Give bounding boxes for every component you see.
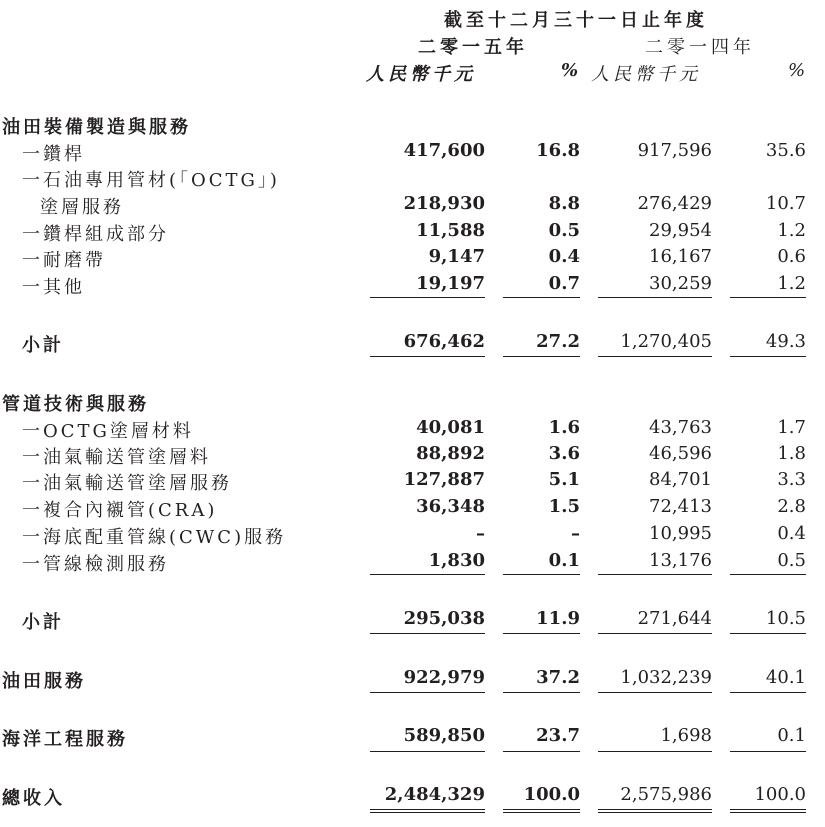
rule [370, 297, 485, 298]
pct-2015: 0.5 [548, 220, 580, 241]
row-label: 一複合內襯管(CRA) [22, 500, 218, 521]
value-2014: 10,995 [649, 523, 712, 544]
rule [370, 356, 485, 357]
value-2014: 72,413 [649, 496, 712, 517]
pct-2014: 3.3 [777, 469, 806, 490]
pct-2014: 35.6 [765, 140, 806, 161]
value-2014: 16,167 [649, 246, 712, 267]
section-title-oilfield-equipment: 油田裝備製造與服務 [2, 117, 191, 138]
double-rule [598, 812, 712, 813]
row-label: 一油氣輸送管塗層服務 [22, 473, 232, 494]
row-label: 一鑽桿組成部分 [22, 224, 169, 245]
value-2015: 36,348 [416, 496, 485, 517]
oilfield-services-2014: 1,032,239 [620, 667, 712, 688]
rule [730, 751, 806, 752]
pct-2015: 5.1 [548, 469, 580, 490]
value-2014: 30,259 [649, 273, 712, 294]
value-2015: 40,081 [416, 417, 485, 438]
subtotal-pct-2014: 49.3 [765, 331, 806, 352]
value-2014: 917,596 [637, 140, 712, 161]
value-2014: 276,429 [637, 193, 712, 214]
rule [370, 692, 485, 693]
subtotal-pct-2015: 11.9 [536, 608, 580, 629]
double-rule [370, 812, 485, 813]
total-pct-2014: 100.0 [754, 784, 806, 805]
subtotal-pct-2015: 27.2 [536, 331, 580, 352]
pct-2015: – [571, 523, 580, 544]
total-2014: 2,575,986 [620, 784, 712, 805]
pct-2014: 0.4 [777, 523, 806, 544]
pct-2014-header: % [788, 60, 810, 81]
rule [370, 574, 485, 575]
rule [598, 574, 712, 575]
rule [598, 692, 712, 693]
value-2015: 11,588 [416, 220, 485, 241]
rule [370, 751, 485, 752]
subtotal-pct-2014: 10.5 [765, 608, 806, 629]
subtotal-label: 小計 [22, 335, 64, 356]
pct-2014: 1.8 [777, 443, 806, 464]
oilfield-services-label: 油田服務 [2, 671, 86, 692]
double-rule [730, 809, 806, 810]
rule [598, 751, 712, 752]
rule [503, 751, 580, 752]
pct-2015: 1.5 [548, 496, 580, 517]
rule [730, 633, 806, 634]
rule [503, 633, 580, 634]
rule [598, 297, 712, 298]
rule [730, 574, 806, 575]
pct-2015: 0.7 [548, 273, 580, 294]
rule [730, 297, 806, 298]
value-2014: 43,763 [649, 417, 712, 438]
subtotal-2015: 676,462 [403, 331, 485, 352]
offshore-2015: 589,850 [403, 725, 485, 746]
offshore-label: 海洋工程服務 [2, 729, 128, 750]
subtotal-2014: 1,270,405 [620, 331, 712, 352]
value-2015: 218,930 [403, 193, 485, 214]
value-2014: 13,176 [649, 550, 712, 571]
pct-2014: 0.6 [777, 246, 806, 267]
rule [370, 633, 485, 634]
unit-2015-header: 人民幣千元 [366, 64, 476, 85]
rule [598, 356, 712, 357]
value-2014: 46,596 [649, 443, 712, 464]
value-2015: – [476, 523, 485, 544]
pct-2015: 0.1 [548, 550, 580, 571]
year-2014-header: 二零一四年 [645, 37, 755, 58]
rule [598, 633, 712, 634]
pct-2014: 1.2 [777, 220, 806, 241]
oilfield-services-pct-2015: 37.2 [536, 667, 580, 688]
offshore-pct-2014: 0.1 [777, 725, 806, 746]
row-label: 一耐磨帶 [22, 250, 106, 271]
subtotal-2014: 271,644 [637, 608, 712, 629]
value-2015: 1,830 [428, 550, 485, 571]
row-label-continued: 塗層服務 [40, 197, 124, 218]
oilfield-services-2015: 922,979 [403, 667, 485, 688]
value-2015: 417,600 [403, 140, 485, 161]
row-label: 一鑽桿 [22, 144, 85, 165]
unit-2014-header: 人民幣千元 [591, 64, 701, 85]
pct-2015-header: % [561, 60, 583, 81]
period-header: 截至十二月三十一日止年度 [444, 10, 708, 31]
total-pct-2015: 100.0 [523, 784, 580, 805]
row-label: 一管線檢測服務 [22, 554, 169, 575]
rule [730, 356, 806, 357]
pct-2014: 10.7 [765, 193, 806, 214]
value-2015: 19,197 [416, 273, 485, 294]
pct-2015: 16.8 [536, 140, 580, 161]
subtotal-2015: 295,038 [403, 608, 485, 629]
section-title-pipeline: 管道技術與服務 [2, 394, 149, 415]
pct-2014: 1.7 [777, 417, 806, 438]
rule [730, 692, 806, 693]
value-2015: 88,892 [416, 443, 485, 464]
double-rule [370, 809, 485, 810]
pct-2015: 0.4 [548, 246, 580, 267]
rule [503, 356, 580, 357]
double-rule [598, 809, 712, 810]
oilfield-services-pct-2014: 40.1 [765, 667, 806, 688]
value-2015: 127,887 [403, 469, 485, 490]
total-2015: 2,484,329 [384, 784, 485, 805]
pct-2014: 1.2 [777, 273, 806, 294]
pct-2015: 8.8 [548, 193, 580, 214]
pct-2015: 3.6 [548, 443, 580, 464]
row-label: 一海底配重管線(CWC)服務 [22, 527, 287, 548]
rule [503, 297, 580, 298]
double-rule [503, 809, 580, 810]
row-label: 一其他 [22, 277, 85, 298]
rule [503, 574, 580, 575]
row-label: 一OCTG塗層材料 [22, 421, 194, 442]
offshore-2014: 1,698 [660, 725, 712, 746]
value-2014: 84,701 [649, 469, 712, 490]
pct-2014: 0.5 [777, 550, 806, 571]
row-label: 一油氣輸送管塗層料 [22, 447, 211, 468]
pct-2015: 1.6 [548, 417, 580, 438]
pct-2014: 2.8 [777, 496, 806, 517]
value-2014: 29,954 [649, 220, 712, 241]
row-label: 一石油專用管材(「OCTG」) [22, 170, 280, 191]
subtotal-label: 小計 [22, 612, 64, 633]
total-label: 總收入 [2, 788, 65, 809]
rule [503, 692, 580, 693]
offshore-pct-2015: 23.7 [536, 725, 580, 746]
double-rule [503, 812, 580, 813]
double-rule [730, 812, 806, 813]
value-2015: 9,147 [428, 246, 485, 267]
year-2015-header: 二零一五年 [418, 37, 528, 58]
